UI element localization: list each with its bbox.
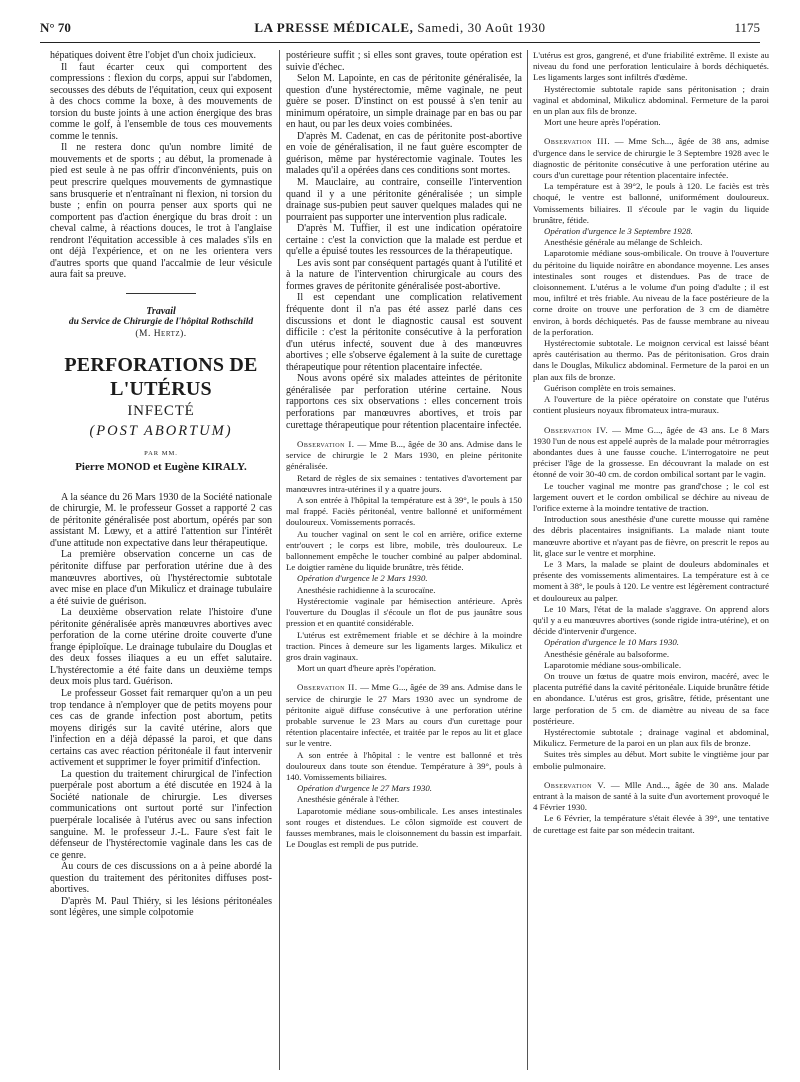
paragraph: Selon M. Lapointe, en cas de péritonite généralisée, la question d'une hystérectomie, même vaginale, ne peut guère se poser. D'instinct on est poussé à s'en tenir au minimum opératoire, un simple drainage par en bas ou par en haut, ou par les deux voies combinées. xyxy=(286,73,522,131)
column-3 xyxy=(533,50,769,1072)
observation-label: Observation II. xyxy=(297,682,358,693)
running-title xyxy=(40,20,760,36)
travail-label: Travail xyxy=(146,305,176,317)
paragraph: L'utérus est gros, gangrené, et d'une friabilité extrême. Il existe au niveau du fond une perforation lenticulaire à bords déchiquetés. Les ligaments larges sont infiltrés d'œdème. xyxy=(533,50,769,83)
paragraph: Au toucher vaginal on sent le col en arrière, orifice externe entr'ouvert ; le corps est libre, mobile, très douloureux. Le ballonnement empêche le toucher combiné au palper abdominal. Le doigtier ramène du liquide brunâtre, très fétide. xyxy=(286,528,522,573)
paragraph: La première observation concerne un cas de péritonite diffuse par perforation utérine due à des manœuvres abortives, où l'hystérectomie subtotale avec mise en place d'un Mikulicz et drainage tubulaire a été suivie de guérison. xyxy=(50,549,272,607)
paragraph: postérieure suffit ; si elles sont graves, toute opération est suivie d'échec. xyxy=(286,50,522,73)
paragraph: Les avis sont par conséquent partagés quant à l'utilité et à la nature de l'intervention chirurgicale au cours des formes graves de péritonite généralisée post-abortive. xyxy=(286,257,522,292)
paragraph: Introduction sous anesthésie d'une curette mousse qui ramène des débris placentaires insignifiants. La malade niant toute manœuvre abortive et n'ayant pas de fièvre, on prescrit le repos au lit, glace sur le ventre et morphine. xyxy=(533,514,769,558)
paragraph: Anesthésie rachidienne à la scurocaïne. xyxy=(297,584,436,595)
paragraph: Le 3 Mars, la malade se plaint de douleurs abdominales et présente des vomissements alimentaires. La température est à ce moment à 38°, le pouls à 120. Le ventre est légèrement contracturé et douloureux au palper. xyxy=(533,558,769,603)
service-chief: (M. Hertz). xyxy=(135,329,187,340)
issue-number: N° 70 xyxy=(40,20,71,35)
operation-date: Opération d'urgence le 2 Mars 1930. xyxy=(297,573,428,584)
paragraph: Le 10 Mars, l'état de la malade s'aggrave. On apprend alors qu'il y a eu manœuvres abortives (sonde rigide intra-utérine), et on décide d'intervenir d'urgence. xyxy=(533,603,769,637)
paragraph: Le 6 Février, la température s'était élevée à 39°, une tentative de curettage est faite par son médecin traitant. xyxy=(533,813,769,835)
byline-label: PAR MM. xyxy=(144,449,178,457)
paragraph: A la séance du 26 Mars 1930 de la Société nationale de chirurgie, M. le professeur Gosset a rapporté 2 cas de péritonite généralisée post abortum, opérés par son assistant M. Lœwy, et a attiré l'attention sur l'intérêt d'une attitude non expectative dans leur thérapeutique. xyxy=(50,491,272,549)
paragraph: A l'ouverture de la pièce opératoire on constate que l'utérus contient plusieurs noyaux fibromateux intra-muraux. xyxy=(533,394,769,416)
observation-intro: — Mme G..., âgée de 39 ans. Admise dans le service de chirurgie le 27 Mars 1930 avec un syndrome de péritonite aiguë diffuse consécutive à une perforation utérine probable survenue le 23 Mars au cours d'un curettage pour rétention placentaire infectée, et traitée par le repos au lit et glace sur le ventre. xyxy=(286,682,522,749)
paragraph: A son entrée à l'hôpital la température est à 39°, le pouls à 150 mal frappé. Faciès péritonéal, ventre ballonné et uniformément douloureux. Vomissements porracés. xyxy=(286,495,522,528)
operation-date: Opération d'urgence le 10 Mars 1930. xyxy=(544,637,679,648)
observation-label: Observation III. xyxy=(544,136,611,147)
paragraph: Hystérectomie subtotale. Le moignon cervical est laissé béant après cautérisation au thermo. Pas de péritonisation. Gros drain dans le Douglas, Mikulicz abdominal. Fermeture de la paroi en un plan aux fils de bronze. xyxy=(533,338,769,382)
paragraph: Retard de règles de six semaines : tentatives d'avortement par manœuvres intra-utérines il y a quatre jours. xyxy=(286,472,522,494)
observation-intro: — Mlle And..., âgée de 30 ans. Malade entrant à la maison de santé à la suite d'un avortement provoqué le 4 Février 1930. xyxy=(533,779,769,813)
paragraph: L'utérus est extrêmement friable et se déchire à la moindre traction. Pinces à demeure sur les ligaments larges. Mikulicz et gros drain vaginaux. xyxy=(286,629,522,662)
observation-heading xyxy=(286,439,522,473)
paragraph: D'après M. Cadenat, en cas de péritonite post-abortive en voie de généralisation, il ne faut guère escompter de guérison, même par hystérectomie vaginale. Toutes les malades qu'il a opérées dans ces conditions sont mortes. xyxy=(286,130,522,177)
operation-date: Opération d'urgence le 27 Mars 1930. xyxy=(297,783,432,794)
observation-heading xyxy=(533,136,769,181)
paragraph: M. Mauclaire, au contraire, conseille l'intervention quand il y a une péritonite généralisée ; un simple drainage sus-pubien peut sauver quelques malades qui ne pourraient pas supporter une intervention plus radicale. xyxy=(286,177,522,223)
journal-name: LA PRESSE MÉDICALE, xyxy=(254,20,414,35)
observation-heading xyxy=(533,425,769,481)
paragraph: Au cours de ces discussions on a à peine abordé la question du traitement des péritonites diffuses post-abortives. xyxy=(50,861,272,896)
column-1 xyxy=(50,50,272,1072)
observation-intro: — Mme B..., âgée de 30 ans. Admise dans le service de chirurgie le 2 Mars 1930, en pleine péritonite généralisée. xyxy=(286,439,522,472)
issue-date: Samedi, 30 Août 1930 xyxy=(413,20,546,35)
observation-label: Observation IV. xyxy=(544,424,609,435)
paragraph: La deuxième observation relate l'histoire d'une péritonite généralisée après manœuvres abortives avec perforation de la corne utérine droite couverte d'une frange épiploïque. Le drainage tubulaire du Douglas et des deux fosses iliaques a eu un effet salutaire. L'hystérectomie a été faite dans un deuxième temps deux mois plus tard. Guérison. xyxy=(50,607,272,688)
paragraph: Laparotomie médiane sous-ombilicale. xyxy=(544,659,682,670)
column-divider xyxy=(527,50,528,1070)
observation-heading xyxy=(533,780,769,814)
service-line: du Service de Chirurgie de l'hôpital Rothschild xyxy=(68,317,254,328)
paragraph: Il faut écarter ceux qui comportent des compressions : flexion du corps, appui sur l'abdomen, secousses des débuts de l'équitation, ceux qui exposent à des chocs comme la boxe, à des mouvements de torsion du buste joints à une action énergique des bras comme le golf, à l'ensemble de tous ces mouvements comme le tennis. xyxy=(50,61,272,142)
paragraph: Mort une heure après l'opération. xyxy=(544,117,661,128)
observations-block xyxy=(286,439,522,850)
paragraph: Suites très simples au début. Mort subite le vingtième jour par embolie pulmonaire. xyxy=(533,749,769,771)
paragraph: On trouve un fœtus de quatre mois environ, macéré, avec le placenta putréfié dans la cavité péritonéale. Liquide brunâtre fétide en abondance. L'utérus est gros, grisâtre, fétide, présentant une large perforation de 5 cm. de diamètre au niveau de sa face postérieure. xyxy=(533,670,769,726)
section-separator xyxy=(126,293,196,294)
article-subtitle-2: (POST ABORTUM) xyxy=(89,422,233,439)
observation-intro: — Mme G..., âgée de 43 ans. Le 8 Mars 1930 l'un de nous est appelé auprès de la malade pour métrorragies abondantes dues à une fausse couche. L'interrogatoire ne peut préciser l'âge de la grossesse. En découvrant la malade on est étonné de voir 30-40 cm. de cordon ombilical sortant par le vagin. xyxy=(533,424,769,480)
paragraph: D'après M. Tuffier, il est une indication opératoire certaine : c'est la conviction que la malade est perdue et qu'elle a épuisé toutes les ressources de la thérapeutique. xyxy=(286,223,522,258)
article-authors: Pierre MONOD et Eugène KIRALY. xyxy=(75,461,247,474)
observation-label: Observation V. xyxy=(544,779,606,790)
article-subtitle: INFECTÉ xyxy=(127,402,195,419)
operation-date: Opération d'urgence le 3 Septembre 1928. xyxy=(544,226,693,237)
page-number: 1175 xyxy=(734,20,760,35)
paragraph: La question du traitement chirurgical de l'infection puerpérale post abortum a été discutée en 1924 à la Société nationale de chirurgie. Les diverses communications ont surtout porté sur l'infection puerpérale localisée à l'utérus avec ou sans infection sanguine. M. le professeur J.-L. Faure s'est fait le défenseur de l'hystérectomie vaginale dans les cas de ce genre. xyxy=(50,768,272,861)
page-header xyxy=(40,17,760,43)
paragraph: Hystérectomie subtotale ; drainage vaginal et abdominal, Mikulicz. Fermeture de la paroi en un plan aux fils de bronze. xyxy=(533,726,769,749)
paragraph: Anesthésie générale au mélange de Schleich. xyxy=(544,237,703,248)
paragraph: Anesthésie générale au balsoforme. xyxy=(544,648,670,659)
paragraph: Laparotomie médiane sous-ombilicale. Les anses intestinales sont rouges et distendues. Le côlon sigmoïde est couvert de fausses membranes, mais le cloisonnement du bassin est imparfait. Le Douglas est rempli de pus putride. xyxy=(286,805,522,850)
paragraph: A son entrée à l'hôpital : le ventre est ballonné et très douloureux dans toute son étendue. Température à 39°, pouls à 140. Vomissements biliaires. xyxy=(286,749,522,782)
paragraph: La température est à 39°2, le pouls à 120. Le faciès est très choqué, le ventre est ballonné, uniformément douloureux. Vomissements biliaires. Il s'écoule par le vagin du liquide brunâtre, fétide. xyxy=(533,181,769,225)
paragraph: hépatiques doivent être l'objet d'un choix judicieux. xyxy=(50,50,257,61)
paragraph: D'après M. Paul Thiéry, si les lésions péritonéales sont légères, une simple colpotomie xyxy=(50,895,272,919)
paragraph: Laparotomie médiane sous-ombilicale. On trouve à l'ouverture du péritoine du liquide noirâtre en abondance moyenne. Les anses intestinales sont rouges et distendues. Pas de trace de cloisonnement. L'utérus a le volume d'un poing d'adulte ; il est mou, infiltré et très friable. Au niveau de la face postérieure de la corne droite on trouve une perforation de 3 cm de diamètre environ, à bords déchiquetés. Pas de fausse membrane au niveau de la perforation. xyxy=(533,248,769,337)
header-rule xyxy=(40,42,760,43)
paragraph: Le toucher vaginal me montre pas grand'chose ; le col est largement ouvert et le cordon ombilical se déchire au niveau de l'orifice externe à la moindre tentative de traction. xyxy=(533,480,769,513)
paragraph: Le professeur Gosset fait remarquer qu'on a un peu trop tendance à n'employer que de petits moyens pour ces cas de grande infection post abortum, petits moyens dirigés sur la cavité utérine, alors que l'infection en a déjà dépassé la paroi, et que dans certains cas avec réaction péritonéale il faut intervenir activement et supprimer le foyer primitif d'infection. xyxy=(50,687,272,769)
paragraph: Hystérectomie subtotale rapide sans péritonisation ; drain vaginal et abdominal, Mikulicz abdominal. Fermeture de la paroi en un plan aux fils de bronze. xyxy=(533,83,769,117)
paragraph: Guérison complète en trois semaines. xyxy=(544,382,676,393)
column-divider xyxy=(279,50,280,1070)
paragraph: Nous avons opéré six malades atteintes de péritonite généralisée par perforation utérine certaine. Nous rapportons ces six observations : elles concernent trois perforations par manœuvres abortives, et trois par curettage thérapeutique pour rétention placentaire infectée. xyxy=(286,373,522,431)
observation-label: Observation I. xyxy=(297,439,355,450)
observation-heading xyxy=(286,682,522,749)
paragraph: Il est cependant une complication relativement fréquente dont il n'a pas été assez parlé dans ces discussions et dont le diagnostic causal est souvent difficile : c'est la péritonite consécutive à la perforation d'un utérus infecté, souvent due à des manœuvres abortives ; elle s'observe également à la suite de curettage thérapeutique pour rétention placentaire infectée. xyxy=(286,292,522,373)
paragraph: Anesthésie générale à l'éther. xyxy=(297,794,400,805)
column-2 xyxy=(286,50,522,1072)
observation-intro: — Mme Sch..., âgée de 38 ans, admise d'urgence dans le service de chirurgie le 3 Septembre 1928 avec le diagnostic de péritonite consécutive à une perforation utérine au cours d'un curettage pour rétention placentaire infectée. xyxy=(533,136,769,181)
paragraph: Hystérectomie vaginale par hémisection antérieure. Après l'ouverture du Douglas il s'écoule un flot de pus jaunâtre sous pression et en quantité considérable. xyxy=(286,595,522,629)
article-title: PERFORATIONS DE L'UTÉRUS xyxy=(64,353,258,400)
paragraph: Mort un quart d'heure après l'opération. xyxy=(297,663,436,674)
paragraph: Il ne restera donc qu'un nombre limité de mouvements et de sports ; au début, la promenade à pied est seule à ne pas offrir d'inconvénients, puis on peut prescrire quelques mouvements de gymnastique sans brusquerie et n'entraînant ni flexion, ni torsion du buste ; enfin on pourra penser aux sports qui ne comportent pas d'action énergique du bras droit : un cheval calme, à réactions douces, le trot à l'anglaise rendront l'équitation accessible à ces malades s'ils en ont déjà l'expérience, et on ne les orientera vers d'autres sports que quand l'accalmie de leur vésicule aura fait sa preuve. xyxy=(50,142,272,281)
